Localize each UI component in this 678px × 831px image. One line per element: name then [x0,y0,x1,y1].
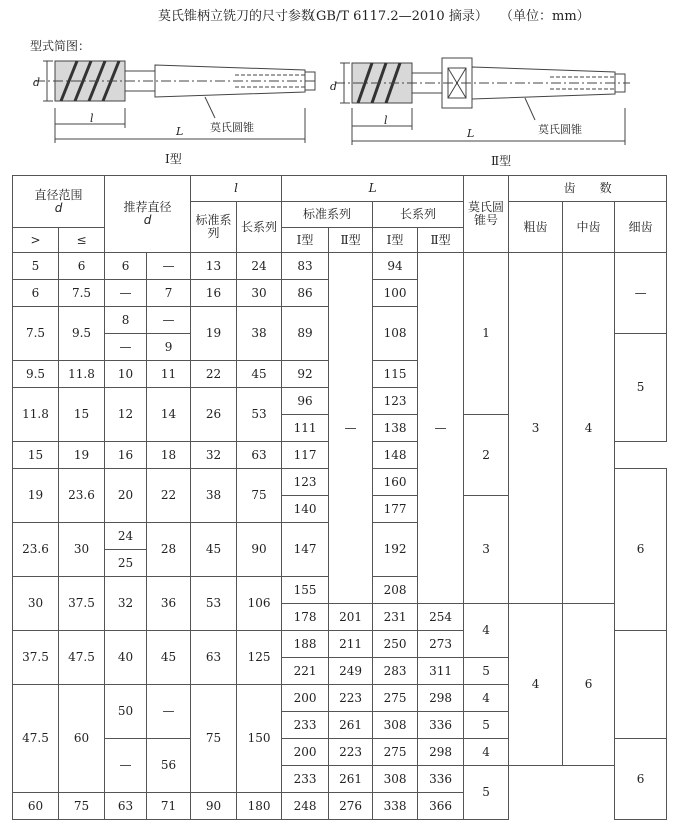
table-cell: 30 [59,523,105,577]
table-cell: 147 [282,523,329,577]
teeth-cell: 4 [563,253,615,604]
table-cell: 192 [373,523,418,577]
teeth-cell: 3 [509,253,563,604]
table-cell: 6 [59,253,105,280]
table-cell: — [329,253,373,604]
table-cell: 32 [191,442,237,469]
table-cell: 250 [373,631,418,658]
table-cell: 15 [59,388,105,442]
table-cell: 223 [329,739,373,766]
teeth-cell: 6 [615,739,667,820]
table-cell: 71 [147,793,191,820]
table-cell: 6 [13,280,59,307]
label-L-1: L [176,125,184,138]
morse-cell: 2 [464,415,509,496]
table-cell: — [105,280,147,307]
title-unit: （单位：mm） [500,9,590,24]
label-d-1: d [33,76,41,89]
table-cell: 63 [191,631,237,685]
table-cell: 160 [373,469,418,496]
table-cell: 201 [329,604,373,631]
morse-cell: 3 [464,496,509,604]
table-cell: 283 [373,658,418,685]
header-le: ≤ [59,228,105,253]
table-cell: 30 [237,280,282,307]
morse-cell: 5 [464,766,509,820]
table-cell: 231 [373,604,418,631]
header-L-std-t1: Ⅰ型 [282,228,329,253]
page-title [0,2,678,24]
header-coarse: 粗齿 [509,202,563,253]
table-cell: 336 [418,766,464,793]
table-cell: 89 [282,307,329,361]
table-cell: 20 [105,469,147,523]
label-L-2: L [467,127,475,140]
table-cell: 86 [282,280,329,307]
header-L-long-t2: Ⅱ型 [418,228,464,253]
figure-caption: 型式简图： [30,39,91,53]
teeth-cell: 4 [509,604,563,766]
title-standard: （GB/T 6117.2—2010 摘录） [303,9,488,24]
type1-label: Ⅰ型 [165,152,182,166]
teeth-cell: 5 [615,334,667,442]
table-cell: 138 [373,415,418,442]
table-cell: 23.6 [59,469,105,523]
table-cell: 273 [418,631,464,658]
teeth-cell: 6 [615,469,667,631]
table-cell: 53 [237,388,282,442]
table-cell: 7.5 [59,280,105,307]
table-cell: 90 [237,523,282,577]
table-row [13,793,667,820]
table-cell: 63 [237,442,282,469]
table-cell: 336 [418,712,464,739]
table-cell: 233 [282,712,329,739]
table-cell: 30 [13,577,59,631]
header-dia-range: 直径范围 d [13,176,105,228]
header-L-long-t1: Ⅰ型 [373,228,418,253]
table-cell: 308 [373,712,418,739]
table-cell: — [147,307,191,334]
table-cell: — [147,253,191,280]
morse-cell: 4 [464,739,509,766]
header-l: l [191,176,282,202]
table-cell: 111 [282,415,329,442]
table-cell: 25 [105,550,147,577]
table-cell: 100 [373,280,418,307]
table-cell: 16 [191,280,237,307]
header-recommended-dia: 推荐直径 d [105,176,191,253]
table-cell: 19 [13,469,59,523]
header-L-std-t2: Ⅱ型 [329,228,373,253]
table-cell: 298 [418,685,464,712]
table-cell: 11.8 [13,388,59,442]
morse-taper-label-1: 莫氏圆锥 [210,121,254,134]
table-cell: 115 [373,361,418,388]
table-cell: 60 [59,685,105,793]
table-cell: 261 [329,766,373,793]
dimension-table [12,175,667,820]
table-cell: 140 [282,496,329,523]
morse-cell: 4 [464,685,509,712]
table-cell: 155 [282,577,329,604]
table-cell: 123 [282,469,329,496]
table-cell: 11 [147,361,191,388]
table-cell: 6 [105,253,147,280]
table-cell: 308 [373,766,418,793]
table-cell: 261 [329,712,373,739]
table-cell: 60 [13,793,59,820]
table-cell: 38 [237,307,282,361]
label-l-1: l [90,112,94,125]
table-cell: 36 [147,577,191,631]
header-L-std: 标准系列 [282,202,373,228]
table-cell: 9 [147,334,191,361]
table-cell: 200 [282,685,329,712]
table-cell: 223 [329,685,373,712]
morse-cell: 1 [464,253,509,415]
table-cell: 28 [147,523,191,577]
teeth-cell: 6 [563,604,615,766]
type2-drawing [330,48,640,148]
table-cell: 125 [237,631,282,685]
table-cell: 338 [373,793,418,820]
table-cell: 50 [105,685,147,739]
table-cell: 22 [147,469,191,523]
table-row [13,253,667,280]
type1-drawing [25,48,325,148]
table-cell: 45 [191,523,237,577]
table-cell: 177 [373,496,418,523]
table-cell: 117 [282,442,329,469]
table-cell: 22 [191,361,237,388]
table-cell: 7 [147,280,191,307]
table-cell: 276 [329,793,373,820]
table-cell: 249 [329,658,373,685]
table-cell: 90 [191,793,237,820]
title-main: 莫氏锥柄立铣刀的尺寸参数 [158,9,315,24]
table-cell: — [105,334,147,361]
table-cell: 38 [191,469,237,523]
table-cell: 7.5 [13,307,59,361]
header-medium: 中齿 [563,202,615,253]
table-cell: 211 [329,631,373,658]
table-cell: 106 [237,577,282,631]
table-cell: 15 [13,442,59,469]
table-cell: 9.5 [13,361,59,388]
table-cell: 16 [105,442,147,469]
header-teeth: 齿 数 [509,176,667,202]
table-cell: 254 [418,604,464,631]
table-cell: 208 [373,577,418,604]
table-cell: 248 [282,793,329,820]
table-cell: 24 [237,253,282,280]
header-fine: 细齿 [615,202,667,253]
table-cell: 221 [282,658,329,685]
table-cell: 75 [237,469,282,523]
header-l-long: 长系列 [237,202,282,253]
header-morse-no: 莫氏圆锥号 [464,176,509,253]
table-cell: 233 [282,766,329,793]
table-cell: 18 [147,442,191,469]
table-cell: 5 [13,253,59,280]
table-cell: 45 [147,631,191,685]
table-cell: 56 [147,739,191,793]
table-cell: 75 [191,685,237,793]
table-cell: 178 [282,604,329,631]
table-cell: 14 [147,388,191,442]
table-cell: 19 [59,442,105,469]
table-cell: — [147,685,191,739]
table-cell: 53 [191,577,237,631]
table-cell: 275 [373,739,418,766]
morse-taper-label-2: 莫氏圆锥 [538,123,582,136]
table-cell: 148 [373,442,418,469]
table-cell: 311 [418,658,464,685]
table-cell: 108 [373,307,418,361]
header-L: L [282,176,464,202]
header-gt: > [13,228,59,253]
table-cell: 32 [105,577,147,631]
teeth-cell: — [615,253,667,334]
table-cell: 96 [282,388,329,415]
type2-label: Ⅱ型 [491,154,512,168]
table-cell: 37.5 [59,577,105,631]
table-cell: 19 [191,307,237,361]
table-cell: 92 [282,361,329,388]
table-cell: 94 [373,253,418,280]
table-cell: 200 [282,739,329,766]
table-cell: 8 [105,307,147,334]
table-cell: 188 [282,631,329,658]
table-cell: 123 [373,388,418,415]
morse-cell: 4 [464,604,509,658]
label-l-2: l [384,114,388,127]
table-cell: 13 [191,253,237,280]
table-cell: 47.5 [13,685,59,793]
table-cell: 366 [418,793,464,820]
table-cell: 47.5 [59,631,105,685]
table-cell: 11.8 [59,361,105,388]
table-cell: — [418,253,464,604]
label-d-2: d [330,80,338,93]
table-cell: 9.5 [59,307,105,361]
table-cell: 180 [237,793,282,820]
table-cell: 37.5 [13,631,59,685]
table-cell: 150 [237,685,282,793]
header-l-std: 标准系列 [191,202,237,253]
table-cell: 23.6 [13,523,59,577]
table-cell: 298 [418,739,464,766]
table-cell: 10 [105,361,147,388]
table-cell: — [105,739,147,793]
table-cell: 12 [105,388,147,442]
morse-cell: 5 [464,658,509,685]
morse-cell: 5 [464,712,509,739]
table-cell: 63 [105,793,147,820]
table-cell: 26 [191,388,237,442]
table-cell: 75 [59,793,105,820]
table-cell: 275 [373,685,418,712]
table-cell: 83 [282,253,329,280]
header-L-long: 长系列 [373,202,464,228]
table-cell: 24 [105,523,147,550]
table-cell: 45 [237,361,282,388]
table-cell: 40 [105,631,147,685]
